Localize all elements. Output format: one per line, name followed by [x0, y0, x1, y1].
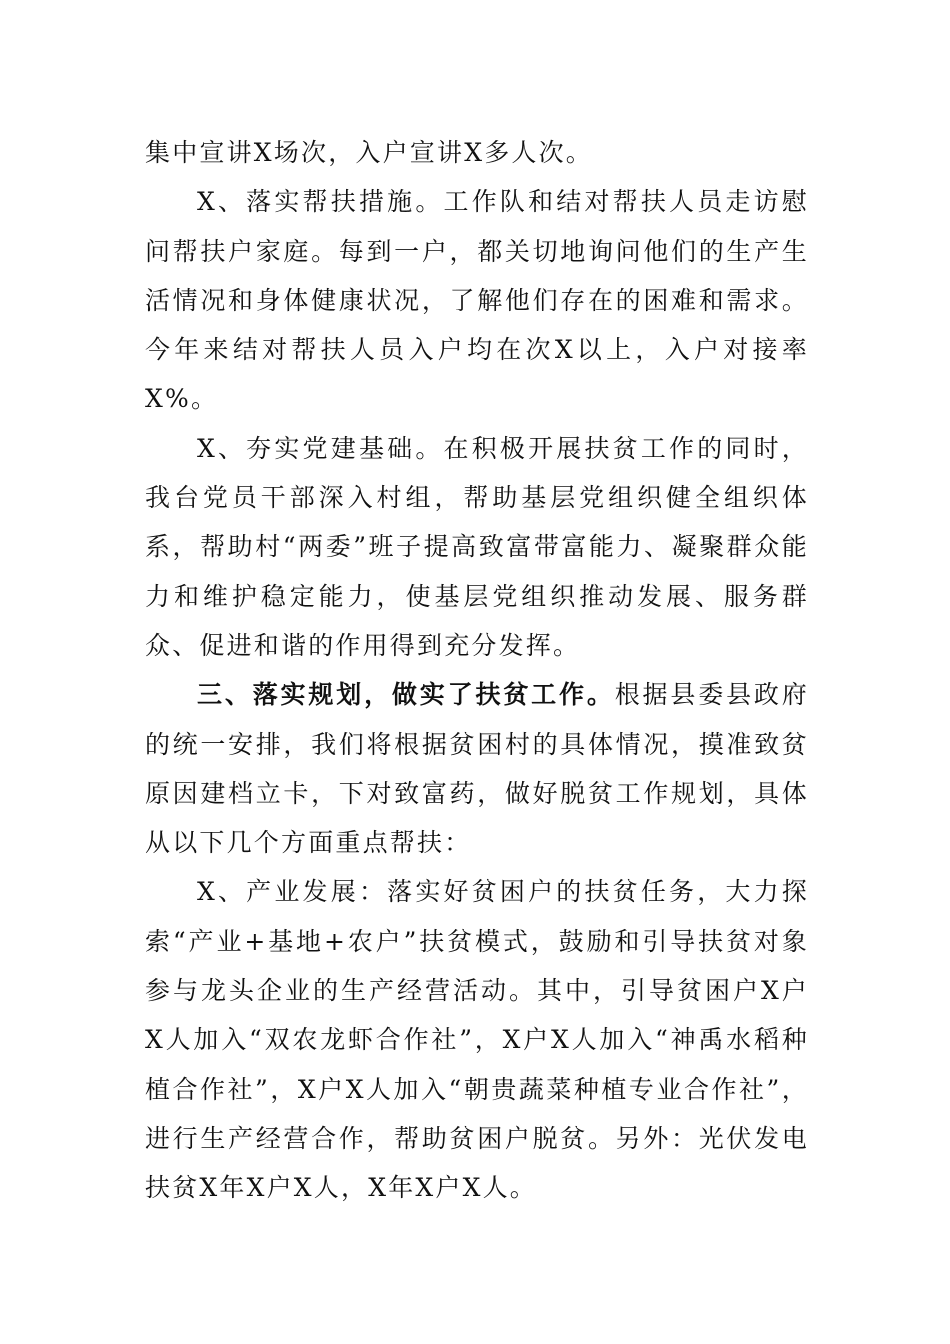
paragraph-5-text: X、产业发展：落实好贫困户的扶贫任务，大力探索“产业+基地+农户”扶贫模式，鼓励和引导扶贫对象参与龙头企业的生产经营活动。其中，引导贫困户X户X人加入“双农龙虾合作社”，X户X人加入“神禹水稻种植合作社”，X户X人加入“朝贵蔬菜种植专业合作社”，进行生产经营合作，帮助贫困户脱贫。另外：光伏发电扶贫X年X户X人，X年X户X人。 [145, 877, 809, 1203]
paragraph-1 [145, 128, 809, 177]
paragraph-4-text: 根据县委县政府的统一安排，我们将根据贫困村的具体情况，摸准致贫原因建档立卡，下对致富药，做好脱贫工作规划，具体从以下几个方面重点帮扶： [145, 680, 809, 858]
paragraph-2-text: X、落实帮扶措施。工作队和结对帮扶人员走访慰问帮扶户家庭。每到一户，都关切地询问他们的生产生活情况和身体健康状况，了解他们存在的困难和需求。今年来结对帮扶人员入户均在次X以上，入户对接率X%。 [145, 187, 809, 414]
document-body [145, 128, 809, 1213]
paragraph-4 [145, 670, 809, 867]
paragraph-1-text: 集中宣讲X场次，入户宣讲X多人次。 [145, 138, 593, 167]
paragraph-2 [145, 177, 809, 423]
paragraph-3 [145, 424, 809, 670]
paragraph-5 [145, 867, 809, 1212]
paragraph-3-text: X、夯实党建基础。在积极开展扶贫工作的同时，我台党员干部深入村组，帮助基层党组织健全组织体系，帮助村“两委”班子提高致富带富能力、凝聚群众能力和维护稳定能力，使基层党组织推动发展、服务群众、促进和谐的作用得到充分发挥。 [145, 433, 809, 660]
section-heading: 三、落实规划，做实了扶贫工作。 [197, 680, 615, 710]
